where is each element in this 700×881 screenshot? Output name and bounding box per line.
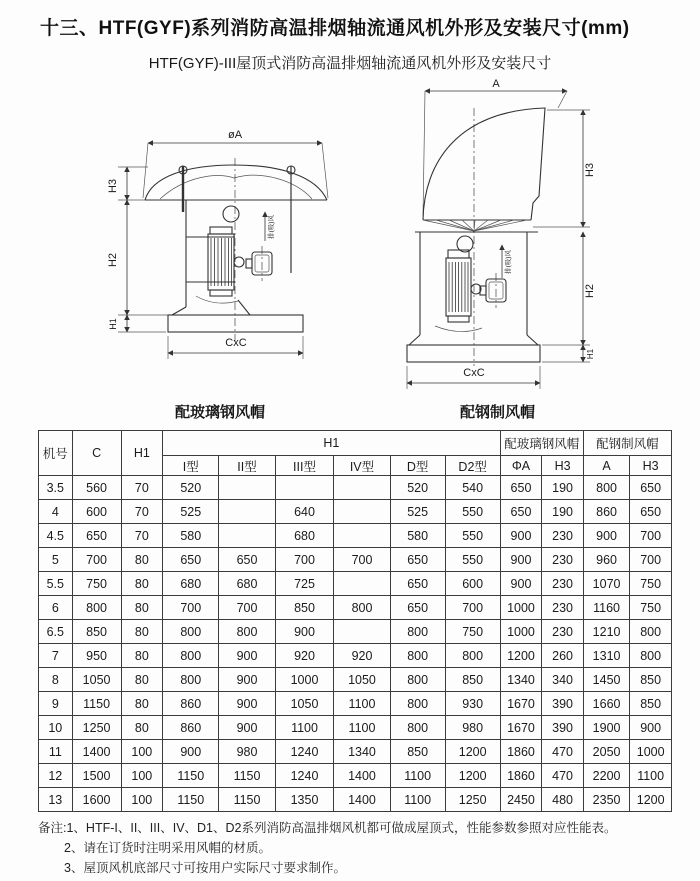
figure-steel-cap-drawing (390, 78, 605, 396)
dim-label-h2: H2 (107, 252, 119, 268)
table-cell: 1200 (630, 788, 672, 812)
table-cell: 900 (163, 740, 219, 764)
spec-table-body (39, 476, 672, 812)
inlet-bell (223, 206, 239, 222)
table-row (39, 644, 672, 668)
table-row (39, 716, 672, 740)
table-row (39, 476, 672, 500)
table-cell: 1860 (500, 764, 542, 788)
header-phi-a: ΦA (500, 456, 542, 476)
header-group-fiberglass: 配玻璃钢风帽 (500, 431, 583, 456)
motor-fins (211, 238, 232, 286)
header-type-4: IV型 (334, 456, 390, 476)
table-cell: 800 (583, 476, 629, 500)
table-cell: 850 (390, 740, 445, 764)
footnote-1: 备注:1、HTF-I、II、III、IV、D1、D2系列消防高温排烟风机都可做成屋顶式，性能参数参照对应性能表。 (38, 821, 617, 835)
table-cell: 13 (39, 788, 73, 812)
dim-label-dia: øA (227, 129, 243, 141)
table-cell: 4.5 (39, 524, 73, 548)
steel-cap (423, 108, 545, 231)
table-cell: 230 (542, 596, 584, 620)
table-cell: 700 (219, 596, 275, 620)
airflow-label: 排(吸)风 (505, 250, 512, 274)
table-row (39, 692, 672, 716)
table-cell: 980 (219, 740, 275, 764)
table-cell: 850 (630, 668, 672, 692)
table-row (39, 524, 672, 548)
spec-table (38, 430, 672, 812)
table-cell: 860 (163, 692, 219, 716)
table-cell: 800 (219, 620, 275, 644)
table-cell: 700 (72, 548, 121, 572)
table-cell: 900 (500, 524, 542, 548)
table-cell: 1340 (500, 668, 542, 692)
table-cell: 2050 (583, 740, 629, 764)
table-cell: 930 (445, 692, 500, 716)
table-cell (334, 620, 390, 644)
table-cell: 1200 (500, 644, 542, 668)
table-row (39, 788, 672, 812)
table-cell: 1310 (583, 644, 629, 668)
table-cell: 800 (390, 716, 445, 740)
footnote-3: 3、屋顶风机底部尺寸可按用户实际尺寸要求制作。 (64, 861, 346, 875)
table-cell: 1200 (445, 764, 500, 788)
table-cell: 1350 (275, 788, 334, 812)
table-cell: 1150 (72, 692, 121, 716)
footnote-2: 2、请在订货时注明采用风帽的材质。 (64, 841, 271, 855)
table-cell: 100 (121, 788, 163, 812)
table-cell: 850 (445, 668, 500, 692)
header-type-3: III型 (275, 456, 334, 476)
table-cell: 1050 (275, 692, 334, 716)
table-row (39, 500, 672, 524)
dimension-dia-a (143, 129, 328, 198)
table-cell: 2450 (500, 788, 542, 812)
table-cell: 100 (121, 764, 163, 788)
table-cell: 650 (390, 572, 445, 596)
table-cell: 950 (72, 644, 121, 668)
table-cell: 1150 (163, 764, 219, 788)
table-row (39, 764, 672, 788)
table-cell: 9 (39, 692, 73, 716)
table-cell: 1250 (72, 716, 121, 740)
dim-label-cxc: CxC (463, 367, 485, 379)
base-plate (168, 315, 303, 332)
base-plate (407, 345, 540, 362)
table-cell: 800 (334, 596, 390, 620)
table-cell: 1100 (390, 764, 445, 788)
table-cell: 1150 (219, 764, 275, 788)
dim-label-h2: H2 (584, 283, 596, 299)
table-cell: 800 (630, 620, 672, 644)
table-cell: 900 (219, 668, 275, 692)
table-cell: 340 (542, 668, 584, 692)
table-cell: 900 (219, 716, 275, 740)
table-cell: 6.5 (39, 620, 73, 644)
table-row (39, 596, 672, 620)
table-cell: 80 (121, 644, 163, 668)
page-title: 十三、HTF(GYF)系列消防高温排烟轴流通风机外形及安装尺寸(mm) (40, 18, 630, 39)
table-cell: 600 (72, 500, 121, 524)
table-cell: 7 (39, 644, 73, 668)
table-cell: 700 (630, 524, 672, 548)
table-cell: 1860 (500, 740, 542, 764)
table-cell: 3.5 (39, 476, 73, 500)
dim-label-h1: H1 (108, 318, 118, 330)
table-cell: 80 (121, 668, 163, 692)
spec-table-header (39, 431, 672, 476)
table-cell: 920 (275, 644, 334, 668)
table-row (39, 572, 672, 596)
table-cell: 2350 (583, 788, 629, 812)
table-cell: 525 (163, 500, 219, 524)
table-cell: 1100 (275, 716, 334, 740)
table-cell: 525 (390, 500, 445, 524)
dimension-h1 (108, 315, 166, 332)
table-cell: 12 (39, 764, 73, 788)
table-cell: 1400 (334, 764, 390, 788)
airflow-label: 排(吸)风 (268, 215, 275, 239)
table-cell: 1200 (445, 740, 500, 764)
table-cell (219, 524, 275, 548)
table-cell (334, 572, 390, 596)
table-cell: 600 (445, 572, 500, 596)
table-cell: 650 (500, 500, 542, 524)
dimension-cxc (168, 336, 303, 359)
cap-ribs (423, 220, 527, 231)
table-cell: 1100 (334, 716, 390, 740)
table-cell: 1150 (163, 788, 219, 812)
table-cell: 900 (219, 692, 275, 716)
dimension-a (423, 78, 567, 216)
fan-body (409, 232, 538, 345)
table-cell: 900 (500, 572, 542, 596)
table-cell: 520 (163, 476, 219, 500)
header-type-1: I型 (163, 456, 219, 476)
table-cell: 800 (390, 620, 445, 644)
table-cell: 700 (445, 596, 500, 620)
footnotes (38, 818, 668, 878)
table-cell: 1500 (72, 764, 121, 788)
table-cell: 80 (121, 716, 163, 740)
table-cell: 650 (163, 548, 219, 572)
table-cell: 900 (219, 644, 275, 668)
table-cell: 800 (390, 644, 445, 668)
table-cell: 470 (542, 740, 584, 764)
table-row (39, 548, 672, 572)
table-cell: 1240 (275, 740, 334, 764)
table-cell: 1000 (275, 668, 334, 692)
table-cell: 1400 (334, 788, 390, 812)
table-cell: 750 (630, 572, 672, 596)
dimension-h3 (533, 110, 596, 227)
header-glass-h3: H3 (542, 456, 584, 476)
dim-label-h1: H1 (586, 348, 595, 360)
table-cell: 560 (72, 476, 121, 500)
table-cell: 80 (121, 596, 163, 620)
table-cell: 1000 (500, 620, 542, 644)
table-cell: 1050 (72, 668, 121, 692)
table-cell: 70 (121, 524, 163, 548)
table-cell: 980 (445, 716, 500, 740)
table-cell: 390 (542, 716, 584, 740)
header-c: C (72, 431, 121, 476)
table-cell: 70 (121, 500, 163, 524)
table-cell: 580 (390, 524, 445, 548)
header-group-steel: 配钢制风帽 (583, 431, 671, 456)
caption-fiberglass-cap: 配玻璃钢风帽 (174, 404, 265, 421)
table-cell (334, 500, 390, 524)
table-cell: 540 (445, 476, 500, 500)
table-cell: 725 (275, 572, 334, 596)
table-cell: 230 (542, 620, 584, 644)
table-cell: 470 (542, 764, 584, 788)
table-cell: 550 (445, 548, 500, 572)
table-cell: 390 (542, 692, 584, 716)
dimension-h2 (542, 232, 596, 345)
table-cell: 650 (630, 476, 672, 500)
dimension-cxc (407, 366, 540, 389)
table-cell: 260 (542, 644, 584, 668)
table-cell: 80 (121, 620, 163, 644)
table-cell: 920 (334, 644, 390, 668)
table-cell: 5.5 (39, 572, 73, 596)
header-h1: H1 (121, 431, 163, 476)
table-cell: 960 (583, 548, 629, 572)
table-cell: 10 (39, 716, 73, 740)
table-cell: 1150 (219, 788, 275, 812)
fan-body (172, 158, 272, 345)
table-cell: 850 (72, 620, 121, 644)
table-cell: 800 (630, 644, 672, 668)
table-cell: 1100 (390, 788, 445, 812)
table-cell: 1240 (275, 764, 334, 788)
table-cell: 650 (390, 548, 445, 572)
table-cell: 1050 (334, 668, 390, 692)
table-cell: 6 (39, 596, 73, 620)
table-row (39, 740, 672, 764)
table-cell: 2200 (583, 764, 629, 788)
dimension-h2 (107, 200, 170, 315)
table-cell: 860 (163, 716, 219, 740)
table-cell: 800 (390, 692, 445, 716)
table-cell (275, 476, 334, 500)
table-cell: 800 (445, 644, 500, 668)
table-cell: 4 (39, 500, 73, 524)
caption-steel-cap: 配钢制风帽 (459, 404, 535, 421)
table-cell: 1450 (583, 668, 629, 692)
table-cell: 750 (630, 596, 672, 620)
figure-fiberglass-cap-drawing (100, 110, 330, 400)
table-cell: 1670 (500, 692, 542, 716)
table-cell: 580 (163, 524, 219, 548)
table-cell: 900 (275, 620, 334, 644)
table-cell: 230 (542, 524, 584, 548)
table-row (39, 620, 672, 644)
table-cell (219, 500, 275, 524)
table-cell: 1660 (583, 692, 629, 716)
header-type-2: II型 (219, 456, 275, 476)
table-cell: 80 (121, 548, 163, 572)
table-cell: 860 (583, 500, 629, 524)
table-cell: 680 (219, 572, 275, 596)
header-type-d: D型 (390, 456, 445, 476)
table-cell: 520 (390, 476, 445, 500)
table-cell: 650 (72, 524, 121, 548)
dimension-h3 (107, 167, 148, 200)
table-cell: 900 (500, 548, 542, 572)
dim-label-h3: H3 (584, 162, 596, 178)
motor-shaft (234, 257, 244, 267)
table-cell: 1340 (334, 740, 390, 764)
header-type-d2: D2型 (445, 456, 500, 476)
dim-label-a: A (492, 78, 500, 90)
header-group-h1: H1 (163, 431, 501, 456)
table-cell: 1210 (583, 620, 629, 644)
table-cell: 1070 (583, 572, 629, 596)
page-subtitle: HTF(GYF)-III屋顶式消防高温排烟轴流通风机外形及安装尺寸 (148, 55, 552, 72)
table-cell: 190 (542, 476, 584, 500)
table-cell: 80 (121, 692, 163, 716)
table-cell: 550 (445, 500, 500, 524)
table-cell: 230 (542, 572, 584, 596)
table-cell: 700 (630, 548, 672, 572)
table-cell: 550 (445, 524, 500, 548)
table-cell: 100 (121, 740, 163, 764)
table-cell: 700 (163, 596, 219, 620)
table-cell: 11 (39, 740, 73, 764)
motor-fins (449, 262, 468, 312)
table-cell: 5 (39, 548, 73, 572)
table-cell: 800 (72, 596, 121, 620)
table-cell (219, 476, 275, 500)
fiberglass-dome (145, 165, 327, 273)
dim-label-h3: H3 (107, 178, 119, 194)
table-cell: 1900 (583, 716, 629, 740)
table-cell: 1100 (334, 692, 390, 716)
table-cell: 650 (630, 500, 672, 524)
table-cell: 1600 (72, 788, 121, 812)
table-cell: 680 (163, 572, 219, 596)
table-cell: 80 (121, 572, 163, 596)
table-cell: 900 (583, 524, 629, 548)
table-cell: 1250 (445, 788, 500, 812)
table-cell: 850 (630, 692, 672, 716)
table-cell: 1400 (72, 740, 121, 764)
table-cell: 1670 (500, 716, 542, 740)
table-cell: 800 (390, 668, 445, 692)
table-cell: 900 (630, 716, 672, 740)
table-cell: 800 (163, 668, 219, 692)
table-cell (334, 524, 390, 548)
table-cell: 230 (542, 548, 584, 572)
table-cell: 1000 (630, 740, 672, 764)
airflow-annotation (502, 245, 512, 278)
table-cell: 850 (275, 596, 334, 620)
table-cell: 800 (163, 620, 219, 644)
table-cell: 1160 (583, 596, 629, 620)
table-cell: 1000 (500, 596, 542, 620)
table-cell: 700 (334, 548, 390, 572)
dim-label-cxc: CxC (225, 337, 247, 349)
table-cell: 640 (275, 500, 334, 524)
header-steel-a: A (583, 456, 629, 476)
table-cell: 70 (121, 476, 163, 500)
table-cell: 480 (542, 788, 584, 812)
table-cell: 650 (500, 476, 542, 500)
table-cell: 8 (39, 668, 73, 692)
header-machine-no: 机号 (39, 431, 73, 476)
table-cell: 190 (542, 500, 584, 524)
table-cell: 800 (163, 644, 219, 668)
table-row (39, 668, 672, 692)
table-cell: 700 (275, 548, 334, 572)
table-cell: 680 (275, 524, 334, 548)
table-cell (334, 476, 390, 500)
table-cell: 750 (72, 572, 121, 596)
table-cell: 650 (219, 548, 275, 572)
dimension-h1 (542, 345, 595, 362)
table-cell: 750 (445, 620, 500, 644)
table-cell: 1100 (630, 764, 672, 788)
airflow-annotation (265, 212, 275, 241)
table-cell: 650 (390, 596, 445, 620)
header-steel-h3: H3 (630, 456, 672, 476)
